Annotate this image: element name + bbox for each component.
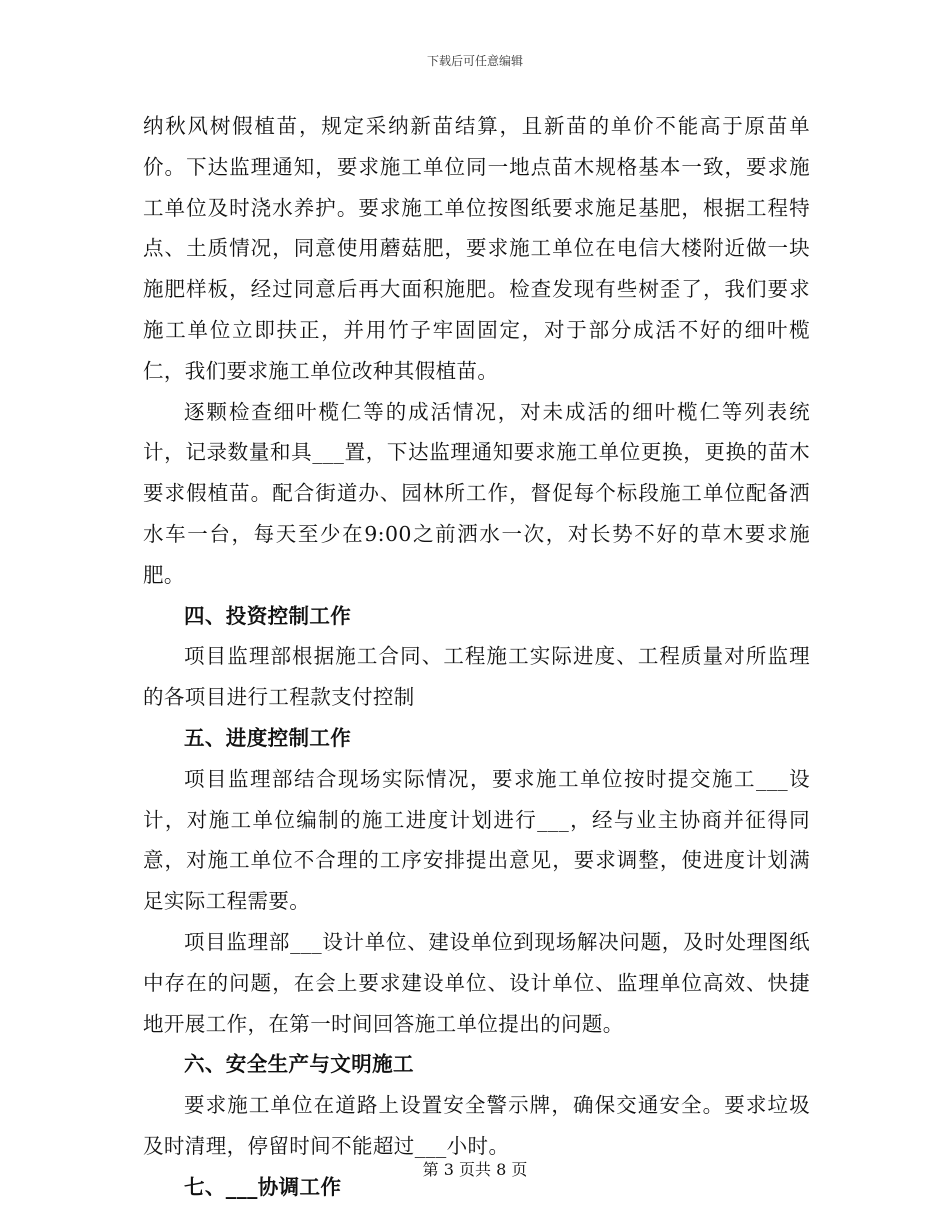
page-number-footer: 第 3 页共 8 页 bbox=[422, 1160, 528, 1179]
section-heading-6: 六、安全生产与文明施工 bbox=[184, 1052, 414, 1077]
page-header-note: 下载后可任意编辑 bbox=[426, 54, 523, 68]
document-body bbox=[143, 106, 810, 1208]
paragraph-3: 项目监理部根据施工合同、工程施工实际进度、工程质量对所监理的各项目进行工程款支付控制 bbox=[143, 644, 810, 710]
section-heading-5: 五、进度控制工作 bbox=[184, 725, 352, 750]
paragraph-5: 项目监理部___设计单位、建设单位到现场解决问题，及时处理图纸中存在的问题，在会上要求建设单位、设计单位、监理单位高效、快捷地开展工作，在第一时间回答施工单位提出的问题。 bbox=[143, 929, 810, 1036]
paragraph-2: 逐颗检查细叶榄仁等的成活情况，对未成活的细叶榄仁等列表统计，记录数量和具___置，下达监理通知要求施工单位更换，更换的苗木要求假植苗。配合街道办、园林所工作，督促每个标段施工单位配备洒水车一台，每天至少在9:00之前洒水一次，对长势不好的草木要求施肥。 bbox=[143, 399, 810, 587]
paragraph-1: 纳秋风树假植苗，规定采纳新苗结算，且新苗的单价不能高于原苗单价。下达监理通知，要求施工单位同一地点苗木规格基本一致，要求施工单位及时浇水养护。要求施工单位按图纸要求施足基肥，根据工程特点、土质情况，同意使用蘑菇肥，要求施工单位在电信大楼附近做一块施肥样板，经过同意后再大面积施肥。检查发现有些树歪了，我们要求施工单位立即扶正，并用竹子牢固固定，对于部分成活不好的细叶榄仁，我们要求施工单位改种其假植苗。 bbox=[143, 114, 810, 383]
section-heading-4: 四、投资控制工作 bbox=[184, 603, 352, 628]
paragraph-4: 项目监理部结合现场实际情况，要求施工单位按时提交施工___设计，对施工单位编制的施工进度计划进行___，经与业主协商并征得同意，对施工单位不合理的工序安排提出意见，要求调整，使进度计划满足实际工程需要。 bbox=[143, 766, 810, 914]
paragraph-6: 要求施工单位在道路上设置安全警示牌，确保交通安全。要求垃圾及时清理，停留时间不能超过___小时。 bbox=[143, 1093, 810, 1158]
section-heading-7: 七、___协调工作 bbox=[184, 1174, 342, 1199]
